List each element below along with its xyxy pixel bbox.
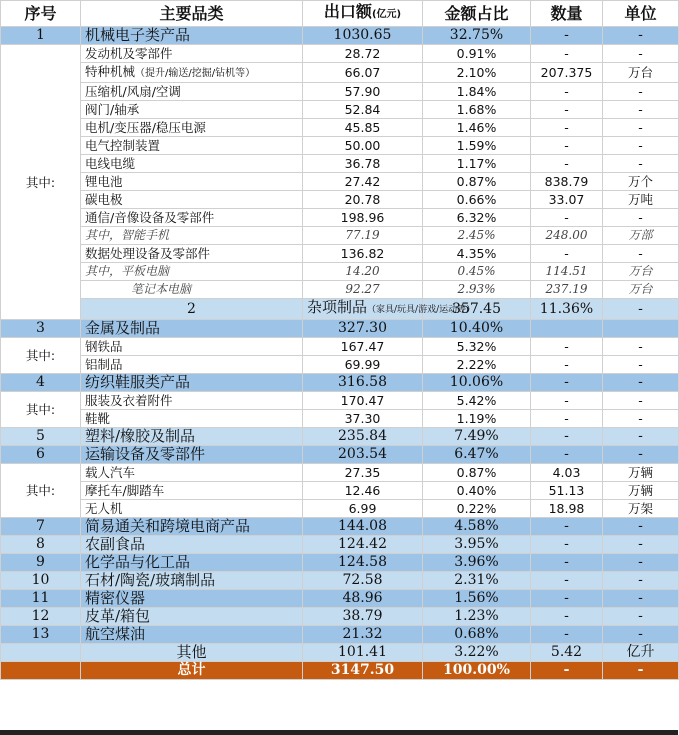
unit-cell: - bbox=[603, 119, 679, 137]
category-name bbox=[81, 392, 303, 410]
qty-cell: - bbox=[531, 83, 603, 101]
category-name bbox=[81, 191, 303, 209]
category-name bbox=[81, 662, 303, 680]
subcategory-row bbox=[1, 245, 679, 263]
category-name bbox=[81, 338, 303, 356]
share-cell: 3.22% bbox=[423, 644, 531, 662]
category-label: 鞋靴 bbox=[85, 411, 111, 426]
qty-cell bbox=[531, 320, 603, 338]
qty-cell: - bbox=[531, 245, 603, 263]
unit-cell: - bbox=[603, 428, 679, 446]
share-cell: 0.87% bbox=[423, 464, 531, 482]
qty-cell: 33.07 bbox=[531, 191, 603, 209]
subcategory-row bbox=[1, 155, 679, 173]
qty-cell: - bbox=[531, 572, 603, 590]
bottom-edge bbox=[0, 730, 678, 735]
amount-cell: 66.07 bbox=[303, 63, 423, 83]
header-category: 主要品类 bbox=[81, 1, 303, 27]
share-cell: 0.45% bbox=[423, 263, 531, 281]
group-label: 其中: bbox=[1, 392, 81, 428]
category-label: 化学品与化工品 bbox=[85, 553, 191, 571]
unit-cell: - bbox=[603, 410, 679, 428]
amount-cell: 21.32 bbox=[303, 626, 423, 644]
seq-cell: 13 bbox=[1, 626, 81, 644]
amount-cell: 327.30 bbox=[303, 320, 423, 338]
subcategory-row bbox=[1, 209, 679, 227]
amount-cell: 69.99 bbox=[303, 356, 423, 374]
amount-cell: 101.41 bbox=[303, 644, 423, 662]
category-name bbox=[81, 644, 303, 662]
qty-cell: - bbox=[531, 590, 603, 608]
unit-cell: - bbox=[603, 245, 679, 263]
category-row bbox=[1, 446, 679, 464]
category-label: 钢铁品 bbox=[85, 339, 123, 354]
category-name bbox=[81, 173, 303, 191]
category-name bbox=[81, 554, 303, 572]
share-cell: 2.10% bbox=[423, 63, 531, 83]
amount-cell: 28.72 bbox=[303, 45, 423, 63]
share-cell: 11.36% bbox=[531, 299, 603, 320]
subcategory-row bbox=[1, 101, 679, 119]
category-name bbox=[81, 263, 303, 281]
unit-cell: 万台 bbox=[603, 263, 679, 281]
category-name bbox=[81, 590, 303, 608]
total-row bbox=[1, 662, 679, 680]
share-cell: 0.87% bbox=[423, 173, 531, 191]
seq-cell: 6 bbox=[1, 446, 81, 464]
seq-cell: 1 bbox=[1, 27, 81, 45]
subcategory-row bbox=[1, 392, 679, 410]
seq-cell: 5 bbox=[1, 428, 81, 446]
share-cell: 1.23% bbox=[423, 608, 531, 626]
qty-cell: - bbox=[531, 101, 603, 119]
qty-cell: - bbox=[531, 374, 603, 392]
subcategory-row bbox=[1, 191, 679, 209]
qty-cell: 248.00 bbox=[531, 227, 603, 245]
qty-cell: - bbox=[531, 662, 603, 680]
share-cell: 2.45% bbox=[423, 227, 531, 245]
seq-cell bbox=[1, 662, 81, 680]
category-row bbox=[1, 590, 679, 608]
seq-cell: 7 bbox=[1, 518, 81, 536]
share-cell: 10.06% bbox=[423, 374, 531, 392]
qty-cell: - bbox=[531, 392, 603, 410]
unit-cell: - bbox=[603, 27, 679, 45]
subcategory-row bbox=[1, 464, 679, 482]
category-label: 金属及制品 bbox=[85, 319, 161, 337]
amount-cell: 37.30 bbox=[303, 410, 423, 428]
share-cell: 5.42% bbox=[423, 392, 531, 410]
category-row bbox=[1, 428, 679, 446]
unit-cell: - bbox=[603, 374, 679, 392]
qty-cell: - bbox=[603, 299, 679, 320]
category-name bbox=[81, 482, 303, 500]
category-row bbox=[1, 518, 679, 536]
qty-cell: - bbox=[531, 608, 603, 626]
category-label: 特种机械 bbox=[85, 64, 136, 79]
unit-cell: 万辆 bbox=[603, 464, 679, 482]
group-label: 其中: bbox=[1, 45, 81, 320]
unit-cell: - bbox=[603, 626, 679, 644]
category-row bbox=[1, 644, 679, 662]
amount-cell: 27.42 bbox=[303, 173, 423, 191]
category-label: 服装及衣着附件 bbox=[85, 393, 173, 408]
qty-cell: - bbox=[531, 137, 603, 155]
category-name bbox=[81, 27, 303, 45]
category-name bbox=[81, 227, 303, 245]
category-label: 无人机 bbox=[85, 501, 123, 516]
amount-cell: 50.00 bbox=[303, 137, 423, 155]
share-cell: 4.58% bbox=[423, 518, 531, 536]
qty-cell: - bbox=[531, 209, 603, 227]
qty-cell: 51.13 bbox=[531, 482, 603, 500]
unit-cell: - bbox=[603, 338, 679, 356]
share-cell: 1.68% bbox=[423, 101, 531, 119]
category-row bbox=[1, 320, 679, 338]
category-label: 杂项制品 bbox=[307, 298, 368, 316]
qty-cell: - bbox=[531, 119, 603, 137]
category-name bbox=[81, 119, 303, 137]
seq-cell: 12 bbox=[1, 608, 81, 626]
unit-cell: - bbox=[603, 554, 679, 572]
qty-cell: - bbox=[531, 27, 603, 45]
category-label: 运输设备及零部件 bbox=[85, 445, 206, 463]
amount-cell: 72.58 bbox=[303, 572, 423, 590]
amount-cell: 38.79 bbox=[303, 608, 423, 626]
category-name bbox=[81, 464, 303, 482]
qty-cell: - bbox=[531, 155, 603, 173]
category-row bbox=[1, 626, 679, 644]
category-label: 锂电池 bbox=[85, 174, 123, 189]
qty-cell: 18.98 bbox=[531, 500, 603, 518]
seq-cell: 4 bbox=[1, 374, 81, 392]
header-row bbox=[1, 1, 679, 27]
amount-cell: 20.78 bbox=[303, 191, 423, 209]
category-label: 其中，平板电脑 bbox=[85, 264, 170, 278]
share-cell: 2.22% bbox=[423, 356, 531, 374]
share-cell: 1.46% bbox=[423, 119, 531, 137]
share-cell: 2.93% bbox=[423, 281, 531, 299]
subcategory-row bbox=[1, 119, 679, 137]
share-cell: 6.47% bbox=[423, 446, 531, 464]
qty-cell: - bbox=[531, 446, 603, 464]
amount-cell: 198.96 bbox=[303, 209, 423, 227]
category-name bbox=[81, 155, 303, 173]
category-name bbox=[81, 83, 303, 101]
group-label: 其中: bbox=[1, 338, 81, 374]
category-name bbox=[81, 536, 303, 554]
category-label: 石材/陶瓷/玻璃制品 bbox=[85, 571, 216, 589]
category-label: 精密仪器 bbox=[85, 589, 146, 607]
unit-cell: - bbox=[603, 536, 679, 554]
subcategory-row bbox=[1, 173, 679, 191]
amount-cell: 48.96 bbox=[303, 590, 423, 608]
unit-cell: - bbox=[603, 518, 679, 536]
amount-cell: 136.82 bbox=[303, 245, 423, 263]
category-label: 发动机及零部件 bbox=[85, 46, 173, 61]
category-name bbox=[81, 428, 303, 446]
unit-cell: - bbox=[603, 356, 679, 374]
subcategory-row bbox=[1, 410, 679, 428]
amount-cell: 1030.65 bbox=[303, 27, 423, 45]
header-amount-unit: (亿元) bbox=[371, 9, 402, 20]
category-name bbox=[81, 101, 303, 119]
category-label: 其他 bbox=[176, 643, 207, 661]
category-label: 电线电缆 bbox=[85, 156, 136, 171]
category-label: 摩托车/脚踏车 bbox=[85, 483, 165, 498]
category-label: 简易通关和跨境电商产品 bbox=[85, 517, 251, 535]
share-cell: 4.35% bbox=[423, 245, 531, 263]
unit-cell: - bbox=[603, 155, 679, 173]
qty-cell: - bbox=[531, 536, 603, 554]
header-unit: 单位 bbox=[603, 1, 679, 27]
share-cell: 0.22% bbox=[423, 500, 531, 518]
unit-cell: - bbox=[603, 446, 679, 464]
unit-cell: - bbox=[603, 572, 679, 590]
category-note: （提升/输送/挖掘/钻机等） bbox=[135, 68, 256, 79]
share-cell: 0.40% bbox=[423, 482, 531, 500]
share-cell: 0.66% bbox=[423, 191, 531, 209]
amount-cell: 203.54 bbox=[303, 446, 423, 464]
category-label: 纺织鞋服类产品 bbox=[85, 373, 191, 391]
subcategory-row bbox=[1, 263, 679, 281]
category-row bbox=[1, 554, 679, 572]
amount-cell: 167.47 bbox=[303, 338, 423, 356]
subcategory-row bbox=[1, 63, 679, 83]
group-label: 其中: bbox=[1, 464, 81, 518]
category-name bbox=[81, 209, 303, 227]
header-amount bbox=[303, 1, 423, 27]
qty-cell: 5.42 bbox=[531, 644, 603, 662]
category-label: 总计 bbox=[177, 662, 206, 678]
share-cell: 0.68% bbox=[423, 626, 531, 644]
category-label: 电气控制装置 bbox=[85, 138, 161, 153]
qty-cell: - bbox=[531, 554, 603, 572]
amount-cell: 316.58 bbox=[303, 374, 423, 392]
share-cell: 1.84% bbox=[423, 83, 531, 101]
share-cell: 10.40% bbox=[423, 320, 531, 338]
qty-cell: 838.79 bbox=[531, 173, 603, 191]
category-name bbox=[81, 281, 303, 299]
share-cell: 3.95% bbox=[423, 536, 531, 554]
category-name bbox=[81, 608, 303, 626]
category-label: 载人汽车 bbox=[85, 465, 136, 480]
unit-cell: - bbox=[603, 590, 679, 608]
header-seq: 序号 bbox=[1, 1, 81, 27]
category-name bbox=[81, 45, 303, 63]
seq-cell: 8 bbox=[1, 536, 81, 554]
amount-cell: 6.99 bbox=[303, 500, 423, 518]
amount-cell: 3147.50 bbox=[303, 662, 423, 680]
qty-cell: 207.375 bbox=[531, 63, 603, 83]
unit-cell: 万吨 bbox=[603, 191, 679, 209]
category-label: 压缩机/风扇/空调 bbox=[85, 84, 181, 99]
amount-cell: 57.90 bbox=[303, 83, 423, 101]
category-label: 塑料/橡胶及制品 bbox=[85, 427, 196, 445]
category-name bbox=[81, 320, 303, 338]
category-name bbox=[81, 374, 303, 392]
share-cell: 1.59% bbox=[423, 137, 531, 155]
qty-cell: - bbox=[531, 356, 603, 374]
category-row bbox=[1, 374, 679, 392]
category-label: 其中，智能手机 bbox=[85, 228, 170, 242]
subcategory-row bbox=[1, 356, 679, 374]
category-name bbox=[81, 356, 303, 374]
amount-cell: 124.42 bbox=[303, 536, 423, 554]
share-cell: 1.19% bbox=[423, 410, 531, 428]
category-label: 铝制品 bbox=[85, 357, 123, 372]
share-cell: 1.56% bbox=[423, 590, 531, 608]
amount-cell: 14.20 bbox=[303, 263, 423, 281]
category-name bbox=[81, 572, 303, 590]
category-name bbox=[81, 500, 303, 518]
amount-cell: 124.58 bbox=[303, 554, 423, 572]
amount-cell: 357.45 bbox=[423, 299, 531, 320]
seq-cell: 11 bbox=[1, 590, 81, 608]
unit-cell: 万部 bbox=[603, 227, 679, 245]
subcategory-row bbox=[1, 500, 679, 518]
share-cell: 7.49% bbox=[423, 428, 531, 446]
subcategory-row bbox=[1, 338, 679, 356]
qty-cell: - bbox=[531, 338, 603, 356]
amount-cell: 52.84 bbox=[303, 101, 423, 119]
category-note: （家具/玩具/游戏/运动等） bbox=[367, 305, 476, 315]
category-row bbox=[1, 299, 679, 320]
share-cell: 32.75% bbox=[423, 27, 531, 45]
amount-cell: 92.27 bbox=[303, 281, 423, 299]
category-name bbox=[303, 298, 476, 320]
seq-cell bbox=[1, 644, 81, 662]
qty-cell: 237.19 bbox=[531, 281, 603, 299]
category-row bbox=[1, 608, 679, 626]
category-name bbox=[81, 63, 303, 83]
qty-cell: - bbox=[531, 45, 603, 63]
subcategory-row bbox=[1, 83, 679, 101]
amount-cell: 144.08 bbox=[303, 518, 423, 536]
category-row bbox=[1, 572, 679, 590]
category-name bbox=[81, 137, 303, 155]
share-cell: 1.17% bbox=[423, 155, 531, 173]
unit-cell: 万辆 bbox=[603, 482, 679, 500]
amount-cell: 27.35 bbox=[303, 464, 423, 482]
unit-cell: 万台 bbox=[603, 281, 679, 299]
category-label: 阀门/轴承 bbox=[85, 102, 140, 117]
category-name bbox=[81, 245, 303, 263]
amount-cell: 77.19 bbox=[303, 227, 423, 245]
unit-cell: - bbox=[603, 209, 679, 227]
share-cell: 0.91% bbox=[423, 45, 531, 63]
unit-cell: - bbox=[603, 83, 679, 101]
category-name bbox=[81, 410, 303, 428]
share-cell: 5.32% bbox=[423, 338, 531, 356]
header-share: 金额占比 bbox=[423, 1, 531, 27]
amount-cell: 45.85 bbox=[303, 119, 423, 137]
category-label: 数据处理设备及零部件 bbox=[85, 246, 211, 261]
unit-cell: - bbox=[603, 45, 679, 63]
subcategory-row bbox=[1, 281, 679, 299]
seq-cell: 10 bbox=[1, 572, 81, 590]
amount-cell: 12.46 bbox=[303, 482, 423, 500]
category-label: 农副食品 bbox=[85, 535, 146, 553]
subcategory-row bbox=[1, 482, 679, 500]
category-row bbox=[1, 536, 679, 554]
qty-cell: - bbox=[531, 518, 603, 536]
subcategory-row bbox=[1, 227, 679, 245]
unit-cell: - bbox=[603, 101, 679, 119]
header-amount-label: 出口额 bbox=[323, 2, 372, 21]
share-cell: 100.00% bbox=[423, 662, 531, 680]
qty-cell: - bbox=[531, 410, 603, 428]
category-label: 航空煤油 bbox=[85, 625, 146, 643]
category-label: 皮革/箱包 bbox=[85, 607, 151, 625]
qty-cell: 4.03 bbox=[531, 464, 603, 482]
seq-cell: 2 bbox=[81, 299, 303, 320]
qty-cell: 114.51 bbox=[531, 263, 603, 281]
unit-cell: 万台 bbox=[603, 63, 679, 83]
qty-cell: - bbox=[531, 626, 603, 644]
unit-cell: 万个 bbox=[603, 173, 679, 191]
unit-cell: - bbox=[603, 608, 679, 626]
category-label: 通信/音像设备及零部件 bbox=[85, 210, 215, 225]
category-name bbox=[81, 518, 303, 536]
category-label: 碳电极 bbox=[85, 192, 123, 207]
amount-cell: 235.84 bbox=[303, 428, 423, 446]
subcategory-row bbox=[1, 45, 679, 63]
unit-cell bbox=[603, 320, 679, 338]
category-label: 电机/变压器/稳压电源 bbox=[85, 120, 206, 135]
unit-cell: - bbox=[603, 662, 679, 680]
unit-cell: 亿升 bbox=[603, 644, 679, 662]
share-cell: 3.96% bbox=[423, 554, 531, 572]
share-cell: 6.32% bbox=[423, 209, 531, 227]
header-qty: 数量 bbox=[531, 1, 603, 27]
unit-cell: - bbox=[603, 137, 679, 155]
share-cell: 2.31% bbox=[423, 572, 531, 590]
seq-cell: 9 bbox=[1, 554, 81, 572]
unit-cell: - bbox=[603, 392, 679, 410]
unit-cell: 万架 bbox=[603, 500, 679, 518]
category-row bbox=[1, 27, 679, 45]
category-label: 笔记本电脑 bbox=[131, 282, 192, 296]
category-name bbox=[81, 446, 303, 464]
seq-cell: 3 bbox=[1, 320, 81, 338]
amount-cell: 170.47 bbox=[303, 392, 423, 410]
amount-cell: 36.78 bbox=[303, 155, 423, 173]
qty-cell: - bbox=[531, 428, 603, 446]
subcategory-row bbox=[1, 137, 679, 155]
category-label: 机械电子类产品 bbox=[85, 26, 191, 44]
category-name bbox=[81, 626, 303, 644]
